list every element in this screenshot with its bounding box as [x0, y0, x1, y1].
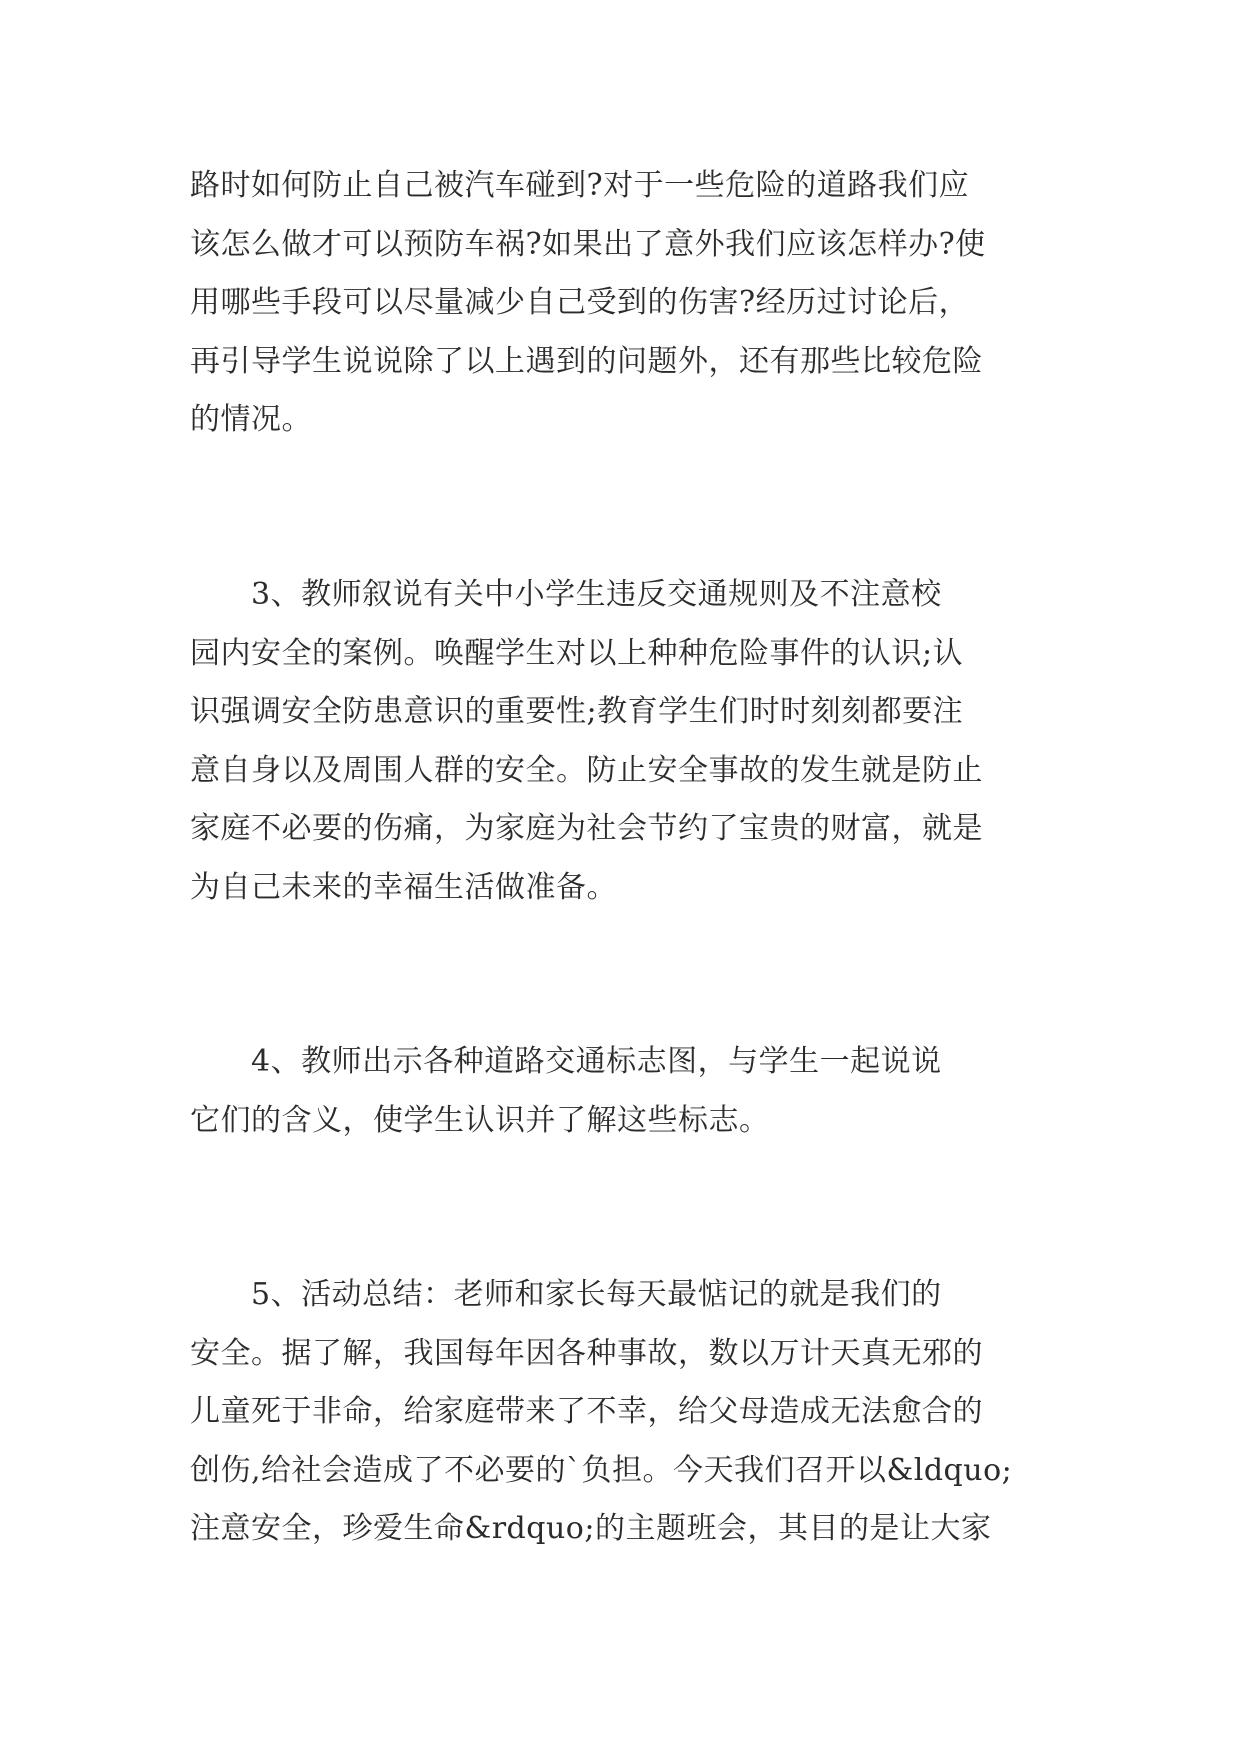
text-line: 家庭不必要的伤痛，为家庭为社会节约了宝贵的财富，就是: [190, 811, 983, 846]
text-line: 注意安全，珍爱生命&rdquo;的主题班会，其目的是让大家: [190, 1511, 992, 1546]
text-line: 安全。据了解，我国每年因各种事故，数以万计天真无邪的: [190, 1335, 983, 1371]
text-line: 再引导学生说说除了以上遇到的问题外，还有那些比较危险: [190, 343, 983, 379]
text-line: 的情况。: [190, 402, 312, 437]
paragraph-item-3: [190, 566, 1060, 917]
text-line: 用哪些手段可以尽量减少自己受到的伤害?经历过讨论后，: [190, 285, 970, 320]
paragraph-road-safety-questions: [190, 157, 1060, 450]
text-line: 创伤,给社会造成了不必要的`负担。今天我们召开以&ldquo;: [190, 1452, 1013, 1488]
paragraph-item-5: [190, 1266, 1060, 1559]
text-line: 5、活动总结：老师和家长每天最惦记的就是我们的: [190, 1277, 942, 1312]
text-line: 3、教师叙说有关中小学生违反交通规则及不注意校: [190, 577, 942, 612]
text-line: 为自己未来的幸福生活做准备。: [190, 869, 617, 905]
text-line: 它们的含义，使学生认识并了解这些标志。: [190, 1102, 770, 1138]
text-line: 4、教师出示各种道路交通标志图，与学生一起说说: [190, 1044, 942, 1079]
text-line: 路时如何防止自己被汽车碰到?对于一些危险的道路我们应: [190, 168, 970, 203]
text-line: 识强调安全防患意识的重要性;教育学生们时时刻刻都要注: [190, 694, 964, 729]
text-line: 该怎么做才可以预防车祸?如果出了意外我们应该怎样办?使: [190, 226, 986, 262]
text-line: 意自身以及周围人群的安全。防止安全事故的发生就是防止: [190, 752, 983, 788]
text-line: 园内安全的案例。唤醒学生对以上种种危险事件的认识;认: [190, 635, 964, 671]
paragraph-item-4: [190, 1033, 1060, 1150]
text-line: 儿童死于非命，给家庭带来了不幸，给父母造成无法愈合的: [190, 1394, 983, 1429]
